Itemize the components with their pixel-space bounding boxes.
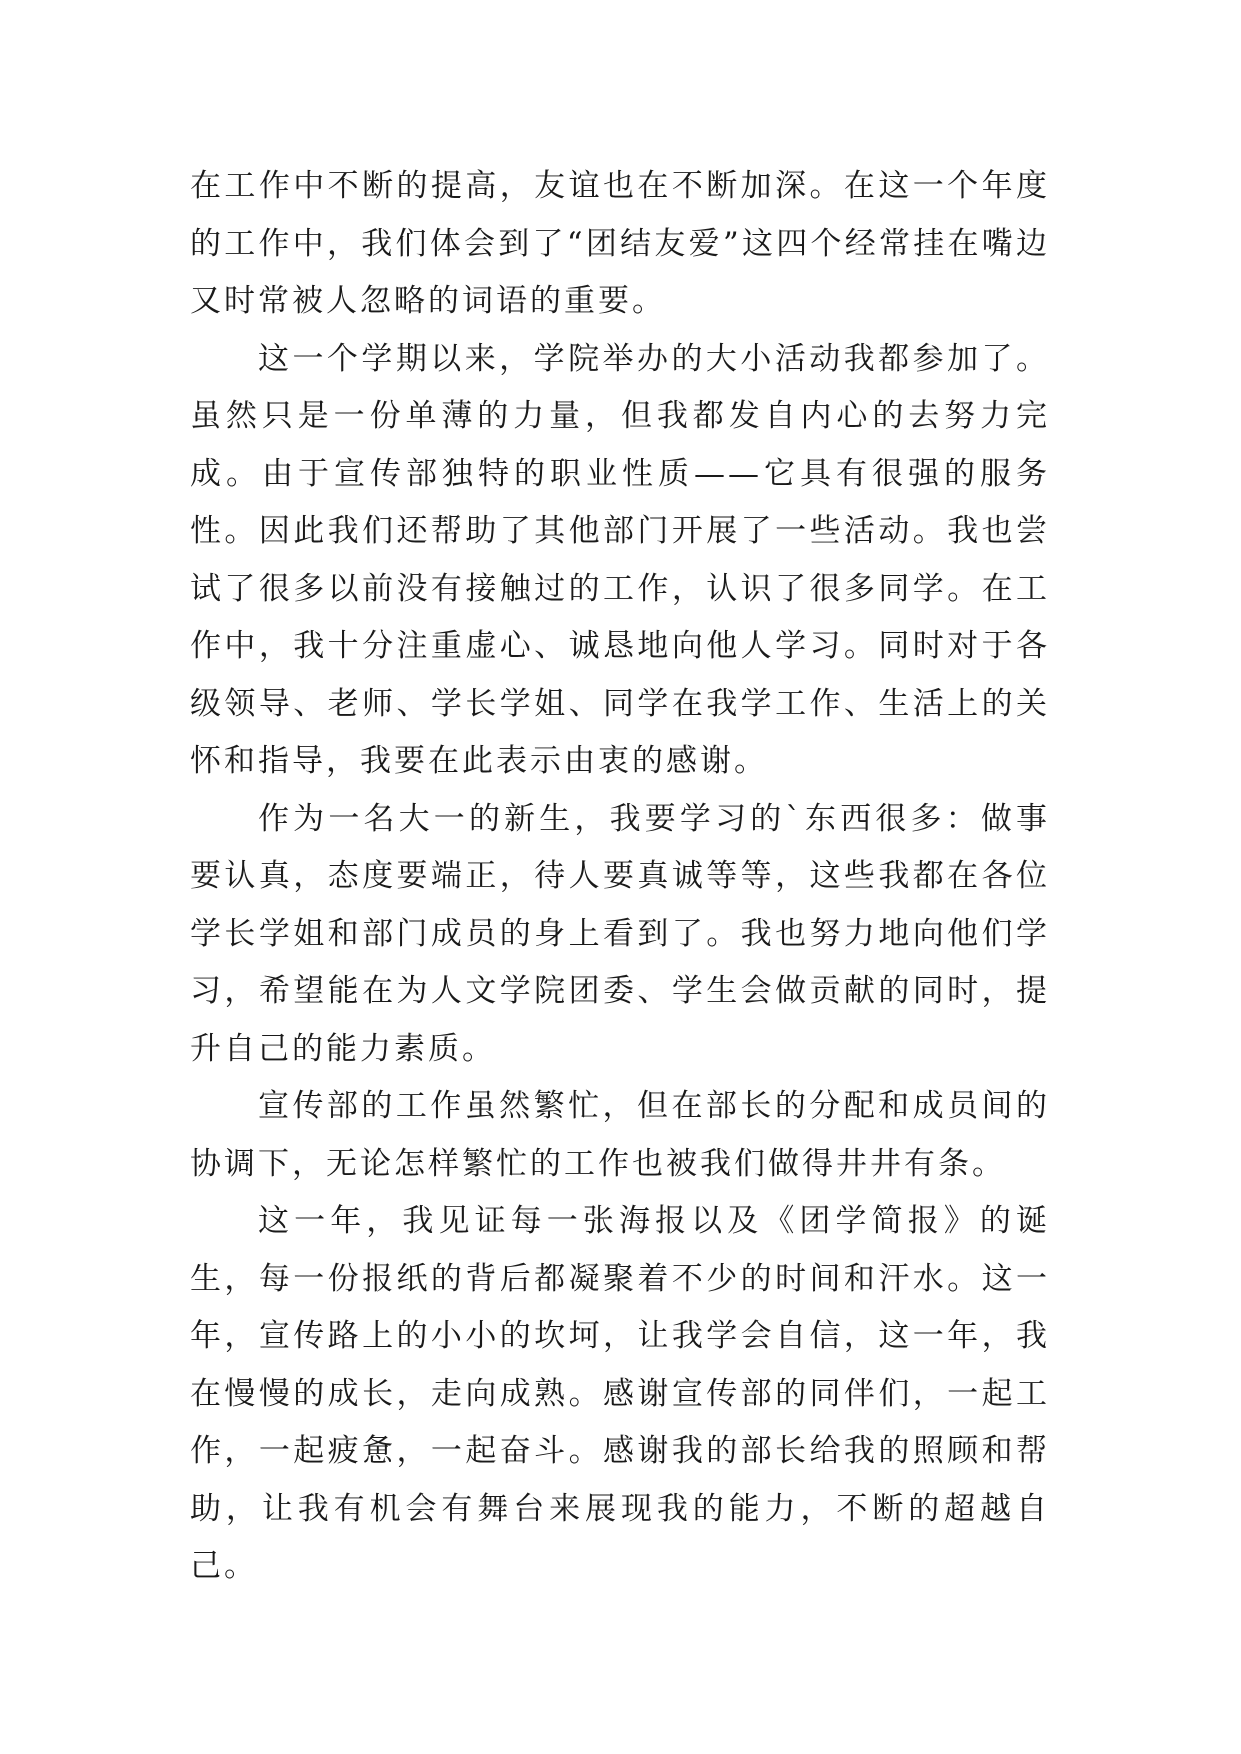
paragraph-2: 这一个学期以来，学院举办的大小活动我都参加了。虽然只是一份单薄的力量，但我都发自内心的去努力完成。由于宣传部独特的职业性质——它具有很强的服务性。因此我们还帮助了其他部门开展了一些活动。我也尝试了很多以前没有接触过的工作，认识了很多同学。在工作中，我十分注重虚心、诚恳地向他人学习。同时对于各级领导、老师、学长学姐、同学在我学工作、生活上的关怀和指导，我要在此表示由衷的感谢。 bbox=[190, 340, 1050, 779]
paragraph-3: 作为一名大一的新生，我要学习的`东西很多：做事要认真，态度要端正，待人要真诚等等，这些我都在各位学长学姐和部门成员的身上看到了。我也努力地向他们学习，希望能在为人文学院团委、学生会做贡献的同时，提升自己的能力素质。 bbox=[190, 800, 1050, 1067]
paragraph-5: 这一年，我见证每一张海报以及《团学简报》的诞生，每一份报纸的背后都凝聚着不少的时间和汗水。这一年，宣传路上的小小的坎坷，让我学会自信，这一年，我在慢慢的成长，走向成熟。感谢宣传部的同伴们，一起工作，一起疲惫，一起奋斗。感谢我的部长给我的照顾和帮助，让我有机会有舞台来展现我的能力，不断的超越自己。 bbox=[190, 1203, 1050, 1584]
paragraph-1: 在工作中不断的提高，友谊也在不断加深。在这一个年度的工作中，我们体会到了“团结友爱”这四个经常挂在嘴边又时常被人忽略的词语的重要。 bbox=[190, 168, 1050, 319]
document-body bbox=[190, 158, 1050, 1596]
paragraph-4: 宣传部的工作虽然繁忙，但在部长的分配和成员间的协调下，无论怎样繁忙的工作也被我们做得井井有条。 bbox=[190, 1088, 1050, 1182]
